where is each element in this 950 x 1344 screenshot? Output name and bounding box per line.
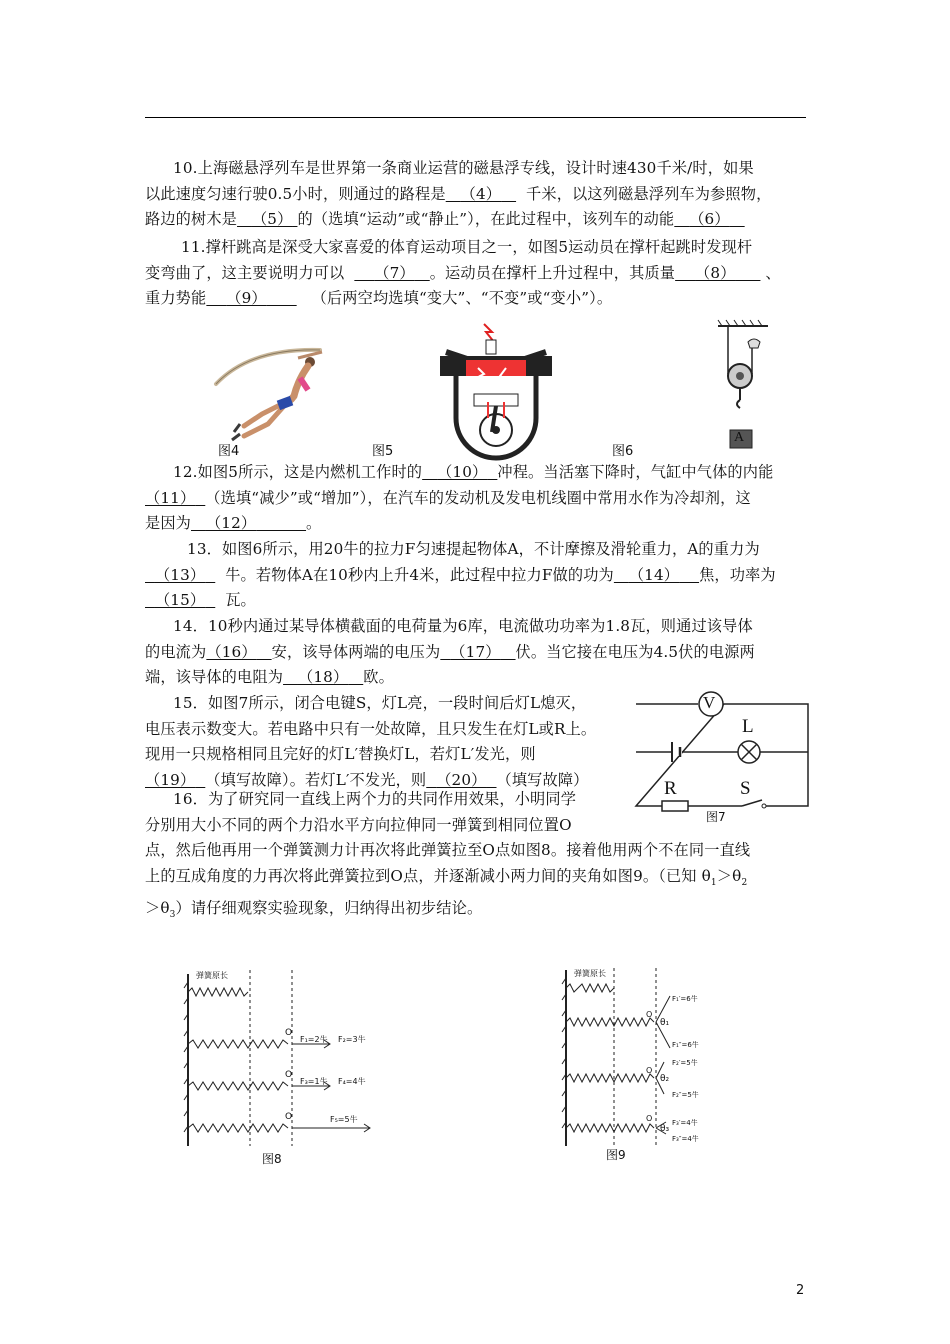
q16-line3: 点，然后他再用一个弹簧测力计再次将此弹簧拉至O点如图8。接着他用两个不在同一直线 [145,841,751,859]
fig8-original-length: 弹簧原长 [196,971,228,980]
blank-17[interactable]: （17） [450,642,501,661]
q13-line2b: 焦，功率为 [699,565,776,584]
q11-line3a: 重力势能 [145,289,207,307]
fig9-f1b: F₁″=6牛 [672,1041,699,1049]
q15-line2: 电压表示数变大。若电路中只有一处故障，且只发生在灯L或R上。 [145,719,597,738]
fig9-f3b: F₃″=4牛 [672,1135,699,1143]
q13-line2a: 牛。若物体A在10秒内上升4米，此过程中拉力F做的功为 [225,565,614,584]
blank-7[interactable]: （7） [374,263,415,282]
page-number: 2 [796,1283,805,1298]
blank-19[interactable]: （19） [145,770,196,789]
figure-5-engine [436,318,556,458]
question-14: 14．10秒内通过某导体横截面的电荷量为6库，电流做功功率为1.8瓦，则通过该导体 的电流为（16） 安，该导体两端的电压为 （17） 伏。当它接在电压为4.5伏的电源两 端，该导体的电阻为 （18） 欧。 [145,614,807,691]
figure-4-pole-vault [210,340,350,450]
fig7-switch-label: S [740,778,751,799]
figure-7-caption: 图7 [706,810,726,824]
q14-line3a: 端，该导体的电阻为 [145,668,284,686]
blank-15[interactable]: （15） [154,591,206,609]
blank-14[interactable]: （14） [628,565,680,584]
blank-5[interactable]: （5） [251,210,293,228]
fig8-o-1: O [285,1028,293,1038]
fig9-f3a: F₃′=4牛 [672,1119,698,1127]
fig9-theta-1: θ₁ [660,1018,670,1028]
fig8-f4: F₄=4牛 [338,1077,366,1086]
q16-line2: 分别用大小不同的两个力沿水平方向拉伸同一弹簧到相同位置O [145,815,572,834]
blank-9[interactable]: （9） [226,289,267,307]
q13-line1: 13．如图6所示，用20牛的拉力F匀速提起物体A，不计摩擦及滑轮重力，A的重力为 [187,540,760,558]
fig9-o-3: O [646,1114,653,1123]
q14-line2a: 的电流为 [145,642,207,661]
fig8-f3: F₃=1牛 [300,1077,328,1086]
fig8-f1: F₁=2牛 [300,1035,328,1044]
q11-line1: 11.撑杆跳高是深受大家喜爱的体育运动项目之一，如图5运动员在撑杆起跳时发现杆 [181,238,753,256]
q10-line2a: 以此速度匀速行驶0.5小时，则通过的路程是 [145,184,446,203]
fig9-theta-2: θ₂ [660,1074,670,1084]
figure-6-caption: 图6 [612,444,634,459]
blank-18[interactable]: （18） [297,668,349,686]
question-12: 12.如图5所示，这是内燃机工作时的 （10） 冲程。当活塞下降时，气缸中气体的内能 （11） （选填“减少”或“增加”），在汽车的发动机及发电机线圈中常用水作为冷却剂，这 是因为 （12） 。 [145,463,774,532]
question-16: 16．为了研究同一直线上两个力的共同作用效果，小明同学 分别用大小不同的两个力沿水平方向拉伸同一弹簧到相同位置O 点，然后他再用一个弹簧测力计再次将此弹簧拉至O点如图8。接着他用两个不在同一直线 上的互成角度的力再次将此弹簧拉到O点，并逐渐减小两力间的夹角如图9。（已知 $\theta_1>\theta_2$ $>\theta_3$）请仔细观察实验现象，归纳得出初步结论。 [145,787,807,929]
q10-line2b: 千米，以这列磁悬浮列车为参照物， [526,184,772,203]
fig8-f2: F₂=3牛 [338,1035,366,1044]
q11-line2a: 变弯曲了，这主要说明力可以 [145,263,345,282]
blank-8[interactable]: （8） [695,263,736,282]
fig9-f2b: F₂″=5牛 [672,1091,699,1099]
fig9-original-length: 弹簧原长 [574,969,606,978]
q16-line4a: 上的互成角度的力再次将此弹簧拉到O点，并逐渐减小两力间的夹角如图9。（已知 θ [145,866,711,885]
blank-16[interactable]: （16） [206,642,257,661]
fig7-voltmeter-label: V [703,693,716,712]
blank-13[interactable]: （13） [154,565,206,584]
fig9-f1a: F₁′=6牛 [672,995,698,1003]
fig8-f5: F₅=5牛 [330,1115,358,1124]
q10-line1: 10.上海磁悬浮列车是世界第一条商业运营的磁悬浮专线，设计时速430千米/时，如果 [173,159,754,177]
fig8-o-3: O [285,1112,293,1122]
figure-4-caption: 图4 [218,444,240,459]
q15-line1: 15．如图7所示，闭合电键S，灯L亮，一段时间后灯L熄灭， [173,694,587,712]
blank-12[interactable]: （12） [205,514,257,532]
fig7-lamp-label: L [742,716,754,737]
fig9-o-2: O [646,1066,653,1075]
q12-line2b: （选填“减少”或“增加”），在汽车的发动机及发电机线圈中常用水作为冷却剂，这 [205,488,751,507]
fig9-theta-3: θ₃ [660,1124,670,1134]
q16-line5b: ）请仔细观察实验现象，归纳得出初步结论。 [175,899,483,918]
q11-line2b: 。运动员在撑杆上升过程中，其质量 [429,263,676,282]
figure-8-caption: 图8 [262,1152,282,1166]
figure-8-springs [180,968,400,1158]
q16-line1: 16．为了研究同一直线上两个力的共同作用效果，小明同学 [173,790,577,808]
blank-10[interactable]: （10） [437,463,488,481]
blank-11[interactable]: （11） [145,488,196,507]
fig7-resistor-label: R [664,778,677,799]
blank-4[interactable]: （4） [460,184,502,203]
q12-line3a: 是因为 [145,514,192,532]
question-13: 13．如图6所示，用20牛的拉力F匀速提起物体A，不计摩擦及滑轮重力，A的重力为 （13） 牛。若物体A在10秒内上升4米，此过程中拉力F做的功为 （14） 焦，功率为 （15） 瓦。 [145,537,807,614]
question-11: 11.撑杆跳高是深受大家喜爱的体育运动项目之一，如图5运动员在撑杆起跳时发现杆 变弯曲了，这主要说明力可以 （7） 。运动员在撑杆上升过程中，其质量 （8） 、 重力势能 （9） （后两空均选填“变大”、“不变”或“变小”）。 [145,235,807,312]
q14-line1: 14．10秒内通过某导体横截面的电荷量为6库，电流做功功率为1.8瓦，则通过该导体 [173,617,753,635]
q15-line4a: （填写故障）。若灯L′不发光，则 [205,770,427,789]
q12-line1b: 冲程。当活塞下降时，气缸中气体的内能 [497,463,774,481]
question-15: 15．如图7所示，闭合电键S，灯L亮，一段时间后灯L熄灭， 电压表示数变大。若电路中只有一处故障，且只发生在灯L或R上。 现用一只规格相同且完好的灯L′替换灯L，若灯L′发光，则 （19） （填写故障）。若灯L′不发光，则 （20） （填写故障） [145,691,635,793]
fig9-f2a: F₂′=5牛 [672,1059,698,1067]
q11-line3b: （后两空均选填“变大”、“不变”或“变小”）。 [311,289,613,307]
q14-line2c: 伏。当它接在电压为4.5伏的电源两 [515,642,755,661]
blank-20[interactable]: （20） [436,770,487,789]
q12-line1a: 12.如图5所示，这是内燃机工作时的 [173,463,423,481]
fig9-o-1: O [646,1010,653,1019]
q14-line2b: 安，该导体两端的电压为 [271,642,441,661]
figure-9-caption: 图9 [606,1148,626,1162]
fig8-o-2: O [285,1070,293,1080]
q10-line3b: 的（选填“运动”或“静止”），在此过程中，该列车的动能 [297,210,675,228]
q15-line3: 现用一只规格相同且完好的灯L′替换灯L，若灯L′发光，则 [145,745,536,763]
q10-line3a: 路边的树木是 [145,210,238,228]
question-10 [145,156,807,233]
blank-6[interactable]: （6） [689,210,730,228]
figure-6-label-a: A [734,430,745,445]
header-rule [145,117,806,118]
figure-5-caption: 图5 [372,444,394,459]
